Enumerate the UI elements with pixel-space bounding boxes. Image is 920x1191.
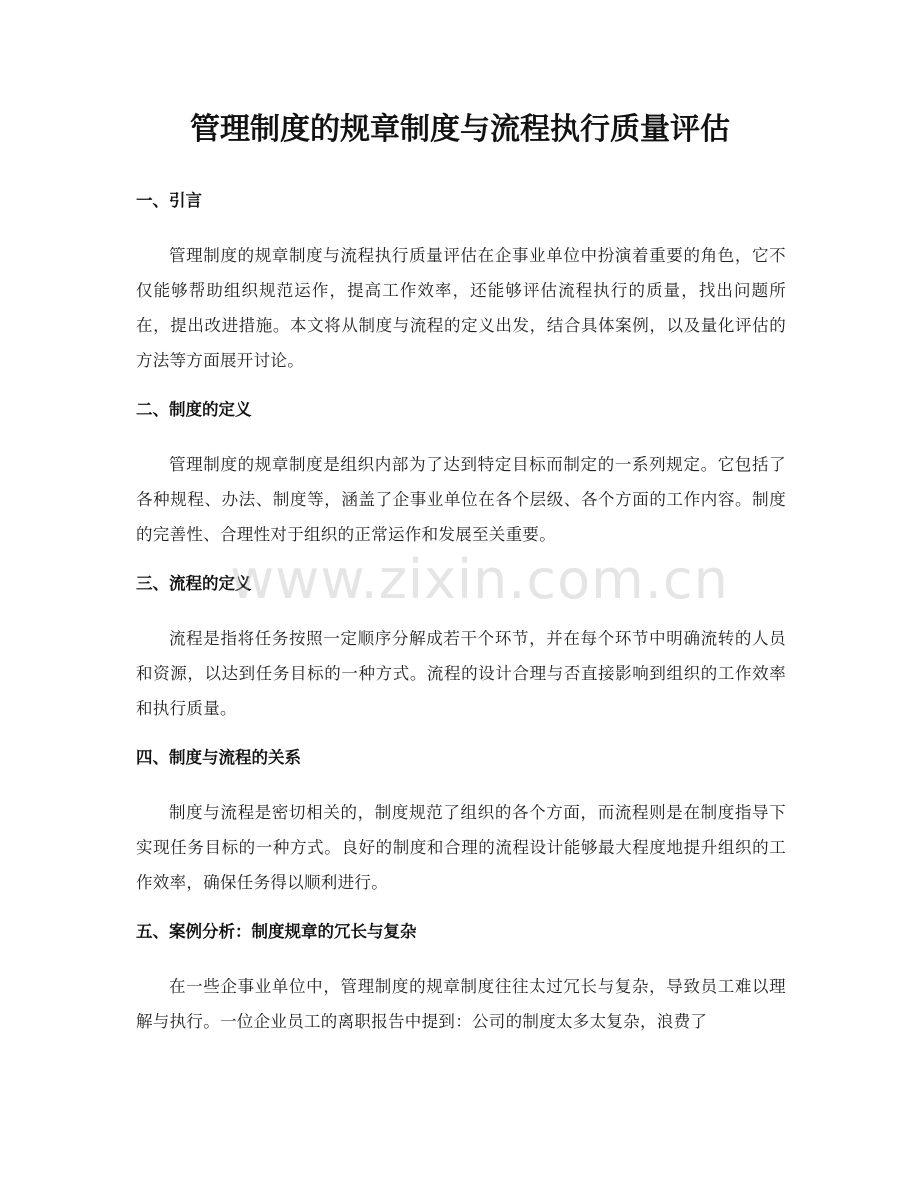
section-relationship: [136, 743, 786, 900]
section-system-definition: [136, 395, 786, 552]
document-body: [136, 186, 786, 1056]
section-heading: 五、案例分析：制度规章的冗长与复杂: [136, 922, 417, 941]
section-paragraph: 管理制度的规章制度与流程执行质量评估在企事业单位中扮演着重要的角色，它不仅能够帮助组织规范运作，提高工作效率，还能够评估流程执行的质量，找出问题所在，提出改进措施。本文将从制度与流程的定义出发，结合具体案例，以及量化评估的方法等方面展开讨论。: [136, 246, 786, 370]
watermark: www.zixin.com.cn: [230, 548, 729, 611]
section-case-analysis: [136, 917, 786, 1039]
section-heading: 四、制度与流程的关系: [136, 748, 301, 767]
section-paragraph: 在一些企事业单位中，管理制度的规章制度往往太过冗长与复杂，导致员工难以理解与执行。一位企业员工的离职报告中提到：公司的制度太多太复杂，浪费了: [136, 977, 786, 1031]
section-introduction: [136, 186, 786, 378]
section-paragraph: 管理制度的规章制度是组织内部为了达到特定目标而制定的一系列规定。它包括了各种规程、办法、制度等，涵盖了企事业单位在各个层级、各个方面的工作内容。制度的完善性、合理性对于组织的正常运作和发展至关重要。: [136, 455, 786, 544]
section-paragraph: 流程是指将任务按照一定顺序分解成若干个环节，并在每个环节中明确流转的人员和资源，以达到任务目标的一种方式。流程的设计合理与否直接影响到组织的工作效率和执行质量。: [136, 629, 786, 718]
section-process-definition: [136, 569, 786, 726]
section-heading: 二、制度的定义: [136, 400, 252, 419]
section-heading: 三、流程的定义: [136, 574, 252, 593]
section-paragraph: 制度与流程是密切相关的，制度规范了组织的各个方面，而流程则是在制度指导下实现任务目标的一种方式。良好的制度和合理的流程设计能够最大程度地提升组织的工作效率，确保任务得以顺利进行。: [136, 803, 786, 892]
document-title: 管理制度的规章制度与流程执行质量评估: [190, 112, 730, 147]
section-heading: 一、引言: [136, 191, 202, 210]
